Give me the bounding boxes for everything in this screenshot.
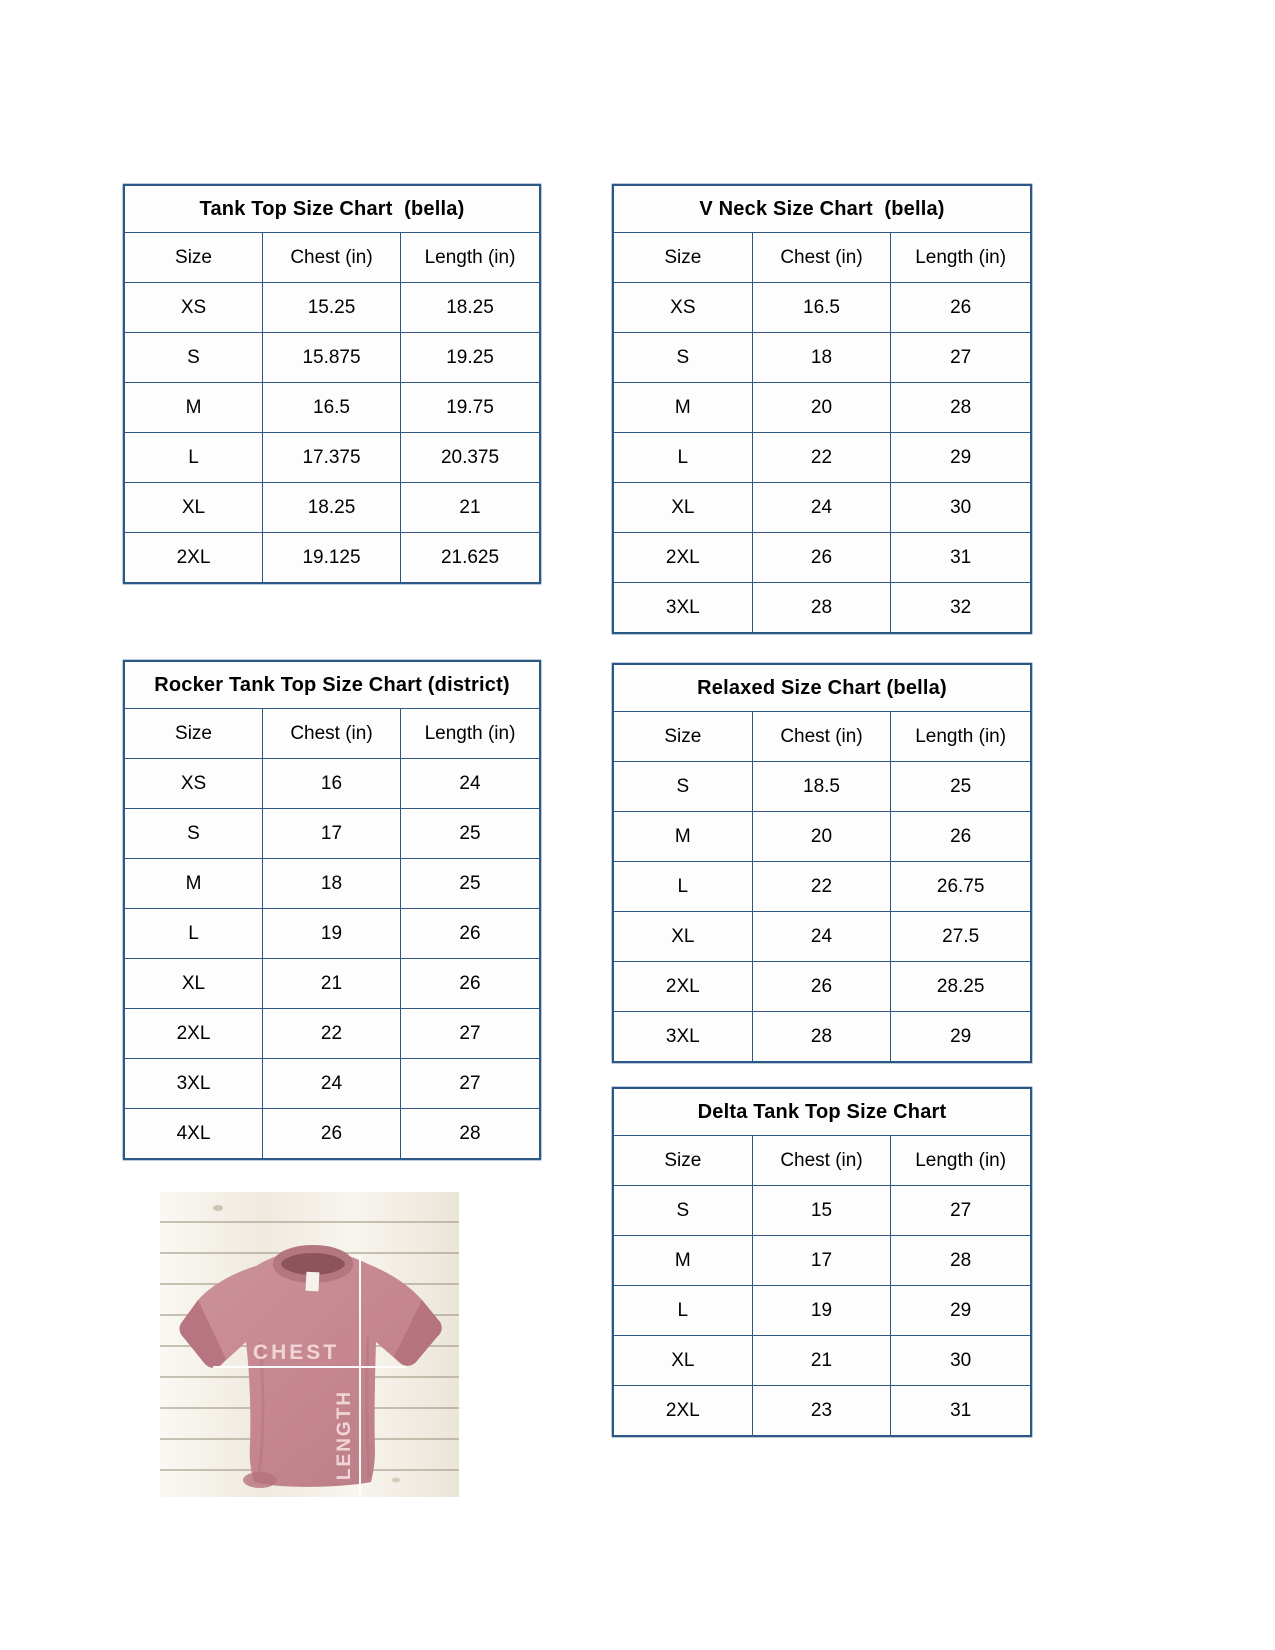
table-title: Rocker Tank Top Size Chart (district) (125, 662, 539, 709)
table-cell: 26 (891, 812, 1030, 862)
table-cell: 21 (753, 1336, 892, 1386)
table-cell: 15 (753, 1186, 892, 1236)
column-header: Chest (in) (263, 709, 401, 759)
table-row (125, 1059, 539, 1109)
table-cell: 29 (950, 1025, 972, 1047)
table-relaxed-size-chart (612, 663, 1032, 1063)
table-cell: 26 (891, 283, 1030, 333)
table-cell: 21.625 (440, 546, 500, 568)
table-cell: 17 (263, 809, 401, 859)
column-header: Length (in) (891, 233, 1030, 283)
column-header: Chest (in) (263, 233, 401, 283)
table-cell: 31 (891, 533, 1030, 583)
table-cell: 3XL (614, 1012, 753, 1061)
table-row (614, 912, 1030, 962)
table-cell: 28 (753, 583, 892, 632)
table-body (614, 712, 1030, 1061)
table-title: Relaxed Size Chart (bella) (614, 665, 1030, 712)
table-cell: 26 (753, 533, 892, 583)
table-cell: 2XL (614, 1386, 753, 1435)
table-title: Delta Tank Top Size Chart (614, 1089, 1030, 1136)
table-cell: 26 (753, 962, 892, 1012)
table-cell: 20.375 (401, 433, 539, 483)
table-row (614, 283, 1030, 333)
table-row (125, 859, 539, 909)
column-header: Length (in) (891, 1136, 1030, 1186)
column-header: Chest (in) (753, 233, 892, 283)
table-cell: XS (125, 759, 263, 809)
table-cell: M (614, 812, 753, 862)
table-cell: XL (125, 959, 263, 1009)
table-cell: 18.5 (753, 762, 892, 812)
table-cell: 27 (401, 1059, 539, 1109)
column-header: Chest (in) (753, 1136, 892, 1186)
table-row (614, 1236, 1030, 1286)
column-header: Size (125, 709, 263, 759)
column-header: Size (614, 1136, 753, 1186)
header-row (614, 712, 1030, 762)
table-cell: M (614, 383, 753, 433)
table-cell: 28 (891, 383, 1030, 433)
table-cell: 27 (401, 1009, 539, 1059)
table-row (125, 1109, 539, 1158)
table-cell: 30 (891, 1336, 1030, 1386)
table-cell: 18 (263, 859, 401, 909)
table-cell: 21 (401, 483, 539, 533)
table-row (614, 383, 1030, 433)
table-cell: 32 (950, 596, 972, 618)
table-cell: 24 (263, 1059, 401, 1109)
table-row (614, 583, 1030, 632)
table-cell: 28.25 (891, 962, 1030, 1012)
table-cell: 22 (753, 433, 892, 483)
table-cell: 2XL (614, 962, 753, 1012)
table-cell: 25 (401, 809, 539, 859)
table-cell: M (125, 859, 263, 909)
table-rocker-tank-top-size-chart (123, 660, 541, 1160)
column-header: Chest (in) (753, 712, 892, 762)
table-cell: 16.5 (753, 283, 892, 333)
table-cell: 3XL (614, 583, 753, 632)
table-body (614, 1136, 1030, 1435)
table-cell: XL (125, 483, 263, 533)
table-row (125, 283, 539, 333)
table-cell: 3XL (125, 1059, 263, 1109)
table-row (125, 759, 539, 809)
table-row (614, 1186, 1030, 1236)
table-row (614, 533, 1030, 583)
table-cell: 23 (753, 1386, 892, 1435)
chest-label: CHEST (252, 1341, 340, 1364)
table-cell: L (614, 1286, 753, 1336)
neck-tag (305, 1272, 319, 1292)
table-cell: 18 (753, 333, 892, 383)
table-cell: 2XL (614, 533, 753, 583)
column-header: Size (614, 233, 753, 283)
table-cell: 25 (891, 762, 1030, 812)
table-cell: 2XL (125, 1009, 263, 1059)
header-row (125, 709, 539, 759)
table-cell: 25 (401, 859, 539, 909)
column-header: Length (in) (401, 233, 539, 283)
header-row (125, 233, 539, 283)
table-body (614, 233, 1030, 632)
table-cell: 22 (263, 1009, 401, 1059)
table-row (614, 483, 1030, 533)
table-cell: 26 (401, 909, 539, 959)
table-v-neck-size-chart (612, 184, 1032, 634)
table-cell: L (125, 909, 263, 959)
table-title: Tank Top Size Chart (bella) (125, 186, 539, 233)
table-row (125, 809, 539, 859)
table-cell: 26.75 (891, 862, 1030, 912)
column-header: Length (in) (401, 709, 539, 759)
table-cell: M (125, 383, 263, 433)
table-cell: 19.25 (401, 333, 539, 383)
table-row (125, 333, 539, 383)
table-cell: 4XL (125, 1109, 263, 1158)
table-cell: 20 (753, 383, 892, 433)
table-row (125, 533, 539, 582)
table-cell: L (614, 433, 753, 483)
table-cell: 29 (891, 433, 1030, 483)
table-cell: L (614, 862, 753, 912)
table-cell: S (125, 333, 263, 383)
table-row (125, 959, 539, 1009)
header-row (614, 233, 1030, 283)
table-cell: 17.375 (263, 433, 401, 483)
table-cell: 16.5 (263, 383, 401, 433)
table-row (614, 962, 1030, 1012)
table-cell: S (614, 762, 753, 812)
table-cell: XL (614, 483, 753, 533)
table-row (614, 333, 1030, 383)
table-cell: S (614, 333, 753, 383)
length-label: LENGTH (334, 1389, 355, 1481)
header-row (614, 1136, 1030, 1186)
table-cell: XL (614, 1336, 753, 1386)
table-cell: 19 (263, 909, 401, 959)
table-cell: 31 (950, 1399, 972, 1421)
table-cell: 19.125 (263, 533, 401, 582)
table-cell: 22 (753, 862, 892, 912)
table-cell: 24 (753, 483, 892, 533)
table-cell: XS (125, 283, 263, 333)
table-cell: 27 (891, 1186, 1030, 1236)
table-row (125, 909, 539, 959)
table-cell: 28 (459, 1122, 481, 1144)
table-cell: L (125, 433, 263, 483)
table-row (614, 1286, 1030, 1336)
table-cell: 24 (753, 912, 892, 962)
table-cell: 27.5 (891, 912, 1030, 962)
table-row (125, 383, 539, 433)
table-cell: S (614, 1186, 753, 1236)
table-row (614, 1386, 1030, 1435)
table-cell: 21 (263, 959, 401, 1009)
column-header: Length (in) (891, 712, 1030, 762)
table-cell: 30 (891, 483, 1030, 533)
table-cell: 19.75 (401, 383, 539, 433)
table-cell: 19 (753, 1286, 892, 1336)
table-cell: 28 (891, 1236, 1030, 1286)
table-row (125, 483, 539, 533)
table-cell: XL (614, 912, 753, 962)
table-delta-tank-top-size-chart (612, 1087, 1032, 1437)
table-row (614, 862, 1030, 912)
table-cell: 26 (401, 959, 539, 1009)
table-cell: 26 (263, 1109, 401, 1158)
table-cell: 20 (753, 812, 892, 862)
table-cell: 27 (891, 333, 1030, 383)
table-cell: 28 (753, 1012, 892, 1061)
tshirt-measurement-photo (160, 1192, 459, 1497)
table-row (614, 812, 1030, 862)
column-header: Size (125, 233, 263, 283)
table-cell: 18.25 (263, 483, 401, 533)
table-cell: 2XL (125, 533, 263, 582)
table-body (125, 233, 539, 582)
table-cell: 15.25 (263, 283, 401, 333)
table-body (125, 709, 539, 1158)
table-cell: XS (614, 283, 753, 333)
table-cell: S (125, 809, 263, 859)
table-cell: M (614, 1236, 753, 1286)
column-header: Size (614, 712, 753, 762)
table-cell: 18.25 (401, 283, 539, 333)
hem-knot (243, 1472, 277, 1488)
table-row (614, 1012, 1030, 1061)
table-row (125, 433, 539, 483)
table-row (125, 1009, 539, 1059)
table-row (614, 762, 1030, 812)
table-cell: 16 (263, 759, 401, 809)
table-cell: 24 (401, 759, 539, 809)
table-row (614, 433, 1030, 483)
tshirt-illustration (160, 1192, 459, 1497)
table-title: V Neck Size Chart (bella) (614, 186, 1030, 233)
table-cell: 29 (891, 1286, 1030, 1336)
table-cell: 15.875 (263, 333, 401, 383)
table-row (614, 1336, 1030, 1386)
table-cell: 17 (753, 1236, 892, 1286)
table-tank-top-size-chart (123, 184, 541, 584)
